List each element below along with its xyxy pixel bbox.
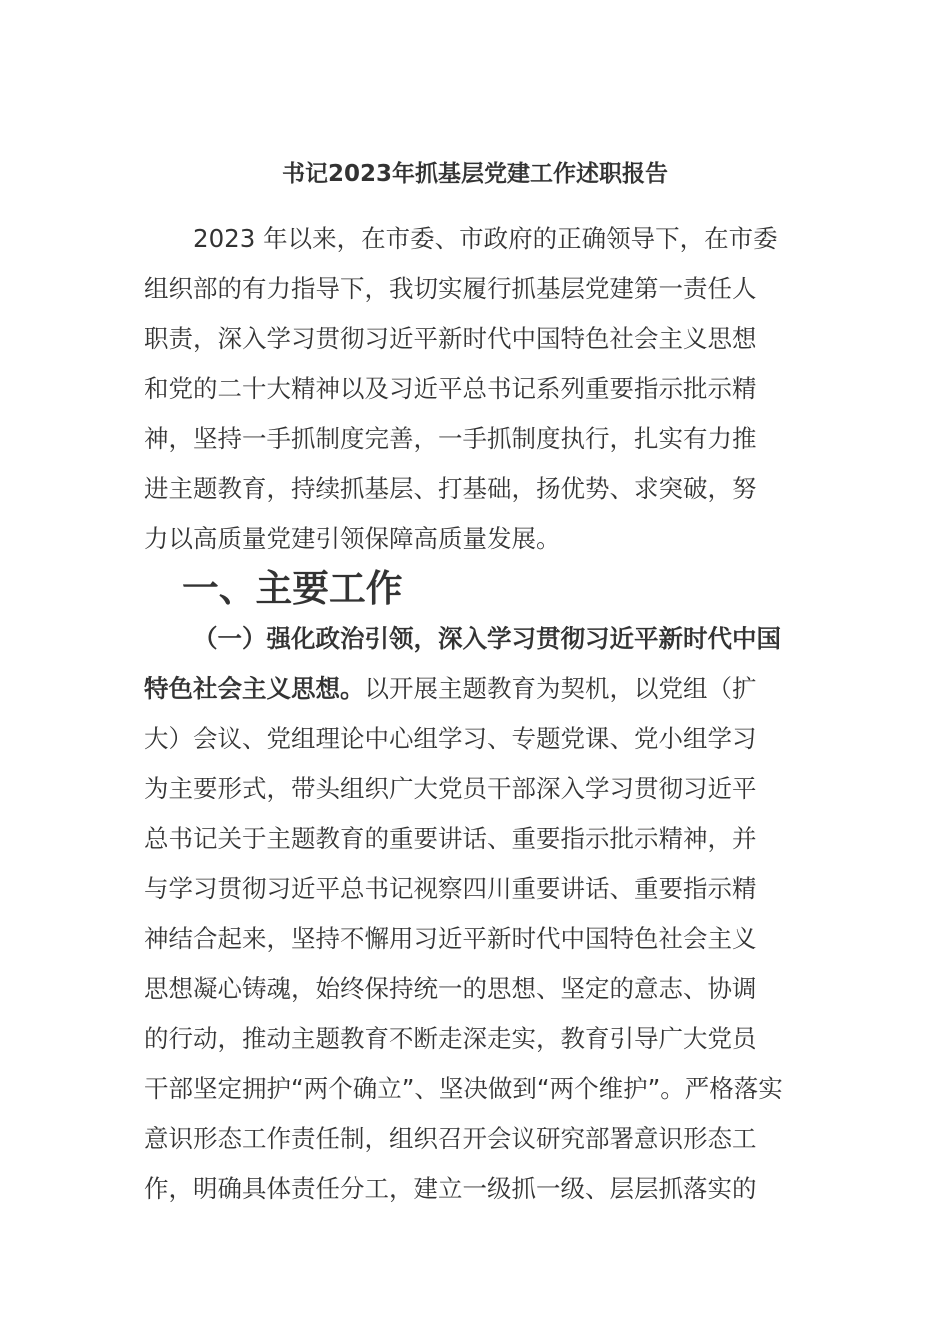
subsection-line: 作，明确具体责任分工，建立一级抓一级、层层抓落实的 xyxy=(144,1174,757,1203)
document-body xyxy=(144,214,806,1214)
subsection-line: 大）会议、党组理论中心组学习、专题党课、党小组学习 xyxy=(144,724,757,753)
subsection-line: 神结合起来，坚持不懈用习近平新时代中国特色社会主义 xyxy=(144,924,757,953)
subsection-line: 与学习贯彻习近平总书记视察四川重要讲话、重要指示精 xyxy=(144,874,757,903)
subsection-heading-line: （一）强化政治引领，深入学习贯彻习近平新时代中国 xyxy=(193,624,781,653)
subsection-text: 以开展主题教育为契机，以党组（扩 xyxy=(364,674,757,703)
intro-line: 和党的二十大精神以及习近平总书记系列重要指示批示精 xyxy=(144,374,757,403)
subsection-paragraph xyxy=(144,614,806,1214)
subsection-line xyxy=(144,664,806,714)
intro-line: 神，坚持一手抓制度完善，一手抓制度执行，扎实有力推 xyxy=(144,424,757,453)
intro-line: 组织部的有力指导下，我切实履行抓基层党建第一责任人 xyxy=(144,274,757,303)
subsection-heading-tail: 特色社会主义思想。 xyxy=(144,674,365,703)
intro-paragraph xyxy=(144,214,806,564)
section-heading: 一、主要工作 xyxy=(182,567,403,610)
subsection-line: 总书记关于主题教育的重要讲话、重要指示批示精神，并 xyxy=(144,824,757,853)
intro-line: 职责，深入学习贯彻习近平新时代中国特色社会主义思想 xyxy=(144,324,757,353)
subsection-line: 意识形态工作责任制，组织召开会议研究部署意识形态工 xyxy=(144,1124,757,1153)
intro-line: 力以高质量党建引领保障高质量发展。 xyxy=(144,524,561,553)
intro-line: 进主题教育，持续抓基层、打基础，扬优势、求突破，努 xyxy=(144,474,757,503)
document-title: 书记2023年抓基层党建工作述职报告 xyxy=(281,161,668,187)
subsection-line: 的行动，推动主题教育不断走深走实，教育引导广大党员 xyxy=(144,1024,757,1053)
intro-line: 2023 年以来，在市委、市政府的正确领导下，在市委 xyxy=(193,224,778,253)
subsection-line: 思想凝心铸魂，始终保持统一的思想、坚定的意志、协调 xyxy=(144,974,757,1003)
subsection-line: 为主要形式，带头组织广大党员干部深入学习贯彻习近平 xyxy=(144,774,757,803)
subsection-line: 干部坚定拥护“两个确立”、坚决做到“两个维护”。严格落实 xyxy=(144,1074,783,1103)
